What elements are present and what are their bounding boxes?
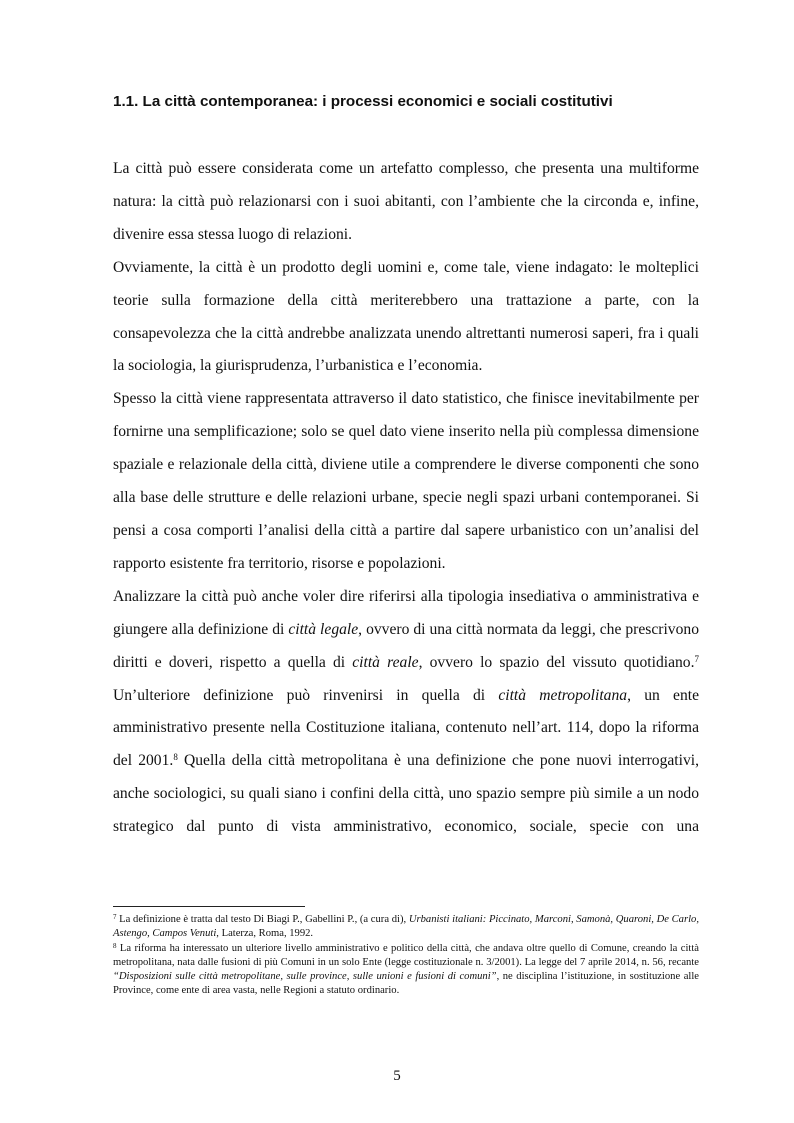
- footnotes: [113, 913, 699, 1000]
- paragraph-4-text-3: , ovvero lo spazio del vissuto quotidiano.: [418, 653, 695, 671]
- paragraph-2: Ovviamente, la città è un prodotto degli uomini e, come tale, viene indagato: le molteplici teorie sulla formazione della città meriterebbero una trattazione a parte, con la consapevolezza che la città andrebbe analizzata unendo altrettanti numerosi saperi, fra i quali la sociologia, la giurisprudenza, l’urbanistica e l’economia.: [113, 258, 699, 375]
- paragraph-4-text-6: Quella della città metropolitana è una definizione che pone nuovi interrogativi, anche sociologici, su quali siano i confini della città, uno spazio sempre più simile a un nodo strategico dal punto di vista amministrativo, economico, sociale, specie con una: [113, 752, 699, 836]
- term-citta-reale: città reale: [352, 653, 419, 671]
- body-text: [113, 153, 699, 844]
- page-number: 5: [393, 1068, 401, 1084]
- footnote-ref-7[interactable]: 7: [694, 653, 699, 664]
- term-citta-metropolitana: città metropolitana: [498, 686, 628, 704]
- paragraph-1: La città può essere considerata come un artefatto complesso, che presenta una multiforme natura: la città può relazionarsi con i suoi abitanti, con l’ambiente che la circonda e, infine, divenire essa stessa luogo di relazioni.: [113, 160, 699, 243]
- footnote-7-title: Urbanisti italiani: Piccinato, Marconi, Samonà, Quaroni, De Carlo, Astengo, Campos Venuti: [113, 914, 699, 940]
- footnote-8: [113, 942, 699, 998]
- footnote-number-8: 8: [113, 942, 117, 951]
- footnote-number-7: 7: [113, 913, 117, 921]
- footnote-7: [113, 913, 699, 941]
- footnote-separator: [113, 906, 305, 907]
- paragraph-4: [113, 581, 699, 844]
- section-heading: 1.1. La città contemporanea: i processi economici e sociali costitutivi: [113, 93, 613, 110]
- term-citta-legale: città legale: [288, 620, 359, 638]
- paragraph-4-text-5: , un ente amministrativo presente nella Costituzione italiana, contenuto nell’art. 114, dopo la riforma del 2001.: [113, 686, 700, 770]
- paragraph-3: Spesso la città viene rappresentata attraverso il dato statistico, che finisce inevitabilmente per fornirne una semplificazione; solo se quel dato viene inserito nella più complessa dimensione spaziale e relazionale della città, diviene utile a comprendere le diverse componenti che sono alla base delle strutture e delle relazioni urbane, specie negli spazi urbani contemporanei. Si pensi a cosa comporti l’analisi della città a partire dal sapere urbanistico con un’analisi del rapporto esistente fra territorio, risorse e popolazioni.: [113, 390, 699, 572]
- footnote-8-text-1: La riforma ha interessato un ulteriore livello amministrativo e politico della città, che andava oltre quello di Comune, creando la città metropolitana, nata dalle fusioni di più Comuni in un solo Ente (legge costituzionale n. 3/2001). La legge del 7 aprile 2014, n. 56, recante: [113, 943, 699, 969]
- paragraph-4-text-2: , ovvero di una città normata da leggi, che prescrivono diritti e doveri, rispetto a quella di: [113, 620, 699, 671]
- paragraph-4-text-1: Analizzare la città può anche voler dire riferirsi alla tipologia insediativa o amministrativa e giungere alla definizione di: [113, 587, 699, 638]
- footnote-ref-8[interactable]: 8: [173, 752, 178, 763]
- footnote-8-text-2: , ne disciplina l’istituzione, in sostituzione alle Province, come ente di area vasta, nelle Regioni a statuto ordinario.: [113, 971, 700, 997]
- footnote-7-text-2: , Laterza, Roma, 1992.: [216, 928, 314, 940]
- footnote-7-text-1: La definizione è tratta dal testo Di Biagi P., Gabellini P., (a cura di),: [116, 914, 409, 925]
- footnote-8-title: “Disposizioni sulle città metropolitane, sulle province, sulle unioni e fusioni di comuni”: [113, 971, 497, 983]
- paragraph-4-text-4: Un’ulteriore definizione può rinvenirsi in quella di: [113, 686, 499, 704]
